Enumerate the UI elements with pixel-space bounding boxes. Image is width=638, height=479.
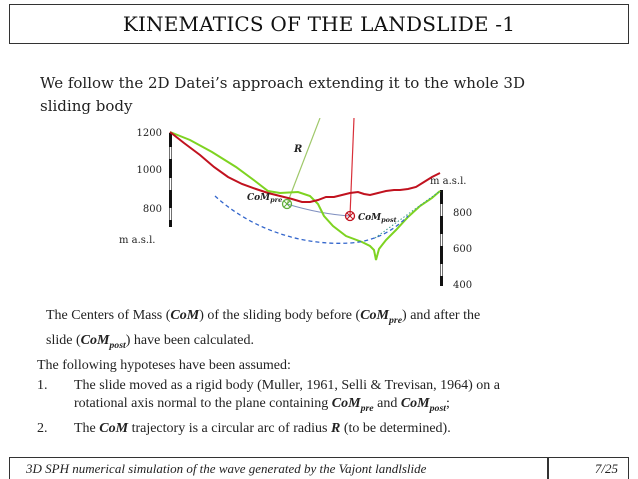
hypotheses-block (37, 357, 607, 438)
left-tick-1000: 1000 (136, 165, 162, 176)
footer-divider (547, 457, 549, 479)
com-pre-label: CoM$_{pre}$ (247, 193, 283, 204)
footer-title: 3D SPH numerical simulation of the wave generated by the Vajont landlslide (26, 460, 427, 476)
hypothesis-1-number: 1. (37, 378, 48, 393)
left-axis-unit: m a.s.l. (119, 235, 156, 246)
right-tick-600: 600 (453, 244, 473, 255)
right-scale-segment (441, 204, 443, 216)
hypothesis-2-text: The CoM trajectory is a circular arc of radius R (to be determined). (74, 420, 451, 436)
intro-line-2: sliding body (40, 97, 133, 115)
com-description-line-2: slide (CoM$_{post}$) have been calculated. (46, 332, 255, 351)
com-description-line-1: The Centers of Mass (CoM) of the sliding body before (CoM$_{pre}$) and after the (46, 308, 481, 326)
hypothesis-1 (37, 377, 607, 418)
hypothesis-1-text: The slide moved as a rigid body (Muller, 1961, Selli & Trevisan, 1964) on a rotational axis normal to the plane containing CoM$_{pre}$ and CoM$_{post}$; (74, 378, 501, 414)
slide-footer (9, 457, 629, 479)
r-label: R (294, 144, 303, 155)
cross-section-figure (0, 118, 638, 300)
com-post-label: CoM$_{post}$ (358, 213, 397, 224)
slide-title-bar (9, 4, 629, 44)
left-tick-800: 800 (142, 204, 162, 215)
right-scale-segment (441, 264, 443, 276)
left-tick-1200: 1200 (136, 128, 162, 139)
post-slide-profile (170, 132, 440, 202)
left-scale-segment (170, 208, 172, 220)
intro-text (40, 72, 600, 118)
right-tick-400: 400 (453, 280, 473, 291)
right-axis-unit: m a.s.l. (430, 176, 467, 187)
hypothesis-2 (37, 420, 607, 438)
cross-section-svg (0, 118, 638, 300)
right-tick-800: 800 (453, 208, 473, 219)
left-scale-segment (170, 178, 172, 190)
slide-title: KINEMATICS OF THE LANDSLIDE -1 (122, 12, 516, 36)
right-scale-segment (441, 234, 443, 246)
left-scale-segment (170, 147, 172, 159)
r-line-pre (287, 118, 320, 204)
page-number: 7/25 (594, 460, 618, 476)
com-description (46, 306, 606, 356)
hypothesis-2-number: 2. (37, 420, 48, 436)
intro-line-1: We follow the 2D Datei’s approach extending it to the whole 3D (40, 74, 525, 92)
hypotheses-heading: The following hypoteses have been assumed: (37, 358, 291, 373)
r-line-post (350, 118, 354, 216)
